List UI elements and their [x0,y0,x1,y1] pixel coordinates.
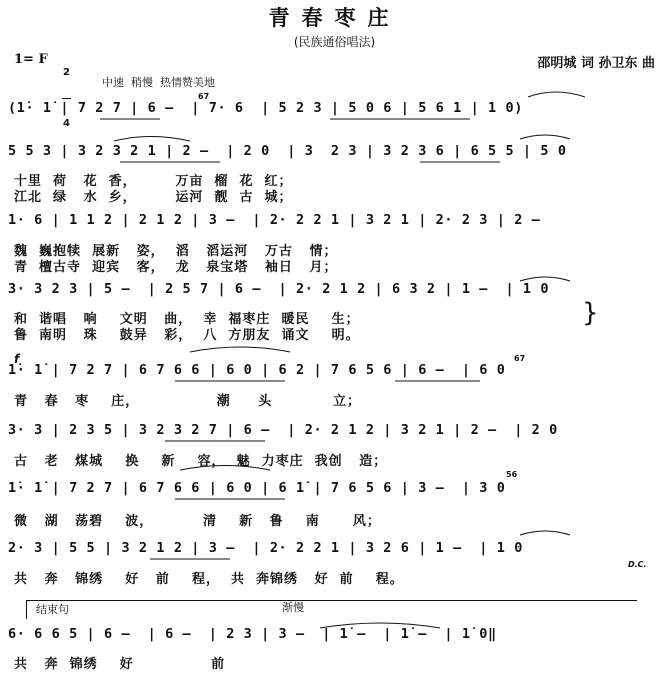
tempo-marking: 中速 稍慢 热情赞美地 [102,76,215,89]
slur-arc [320,623,440,628]
page-title: 青春枣庄 [268,6,401,30]
slur-arc [520,277,570,281]
notation-line-2: 5 5 3 | 3 2 3 2 1 | 2 — | 2 0 | 3 2 3 | 3 2 3 6 | 6 5 5 | 5 0 [8,143,567,159]
notation-line-6: 3· 3 | 2 3 5 | 3 2 3 2 7 | 6 — | 2· 2 1 2 | 3 2 1 | 2 — | 2 0 [8,422,558,438]
slur-arc [528,92,585,97]
notation-line-8: 2· 3 | 5 5 | 3 2 1 2 | 3 — | 2· 2 2 1 | 3 2 6 | 1 — | 1 0 [8,540,523,556]
dc-mark: D.C. [628,560,647,569]
lyric-line-5: 青 春 枣 庄， 潮 头 立； [14,394,362,409]
notation-line-1: (1̇· 1̇ | 7 2 7 | 6 — | 7· 6 | 5 2 3 | 5 0 6 | 5 6 1 | 1 0) [8,100,523,116]
notation-line-3: 1· 6 | 1 1 2 | 2 1 2 | 3 — | 2· 2 2 1 | 3 2 1 | 2· 2 3 | 2 — [8,212,541,228]
lyric-line-6: 古 老 煤城 换 新 容， 魅 力枣庄 我创 造； [14,454,388,469]
lyric-line-3b: 青 檀古寺 迎宾 客， 龙 泉宝塔 袖日 月； [14,260,338,275]
notation-line-4: 3· 3 2 3 | 5 — | 2 5 7 | 6 — | 2· 2 1 2 | 6 3 2 | 1 — | 1 0 [8,281,550,297]
lyric-line-2b: 江北 绿 水 乡， 运河 靓 古 城； [14,190,293,205]
slur-arc [520,135,570,139]
slur-arc [180,466,270,471]
slur-arc [520,531,570,535]
slur-arc [190,347,290,352]
lyric-line-3a: 魏 巍抱犊 展新 姿， 滔 滔运河 万古 情； [14,244,338,259]
lyric-line-4a: 和 谐唱 响 文明 曲， 幸 福枣庄 暖民 生； [14,312,360,327]
time-signature-bottom: 4 [63,118,70,129]
subtitle: (民族通俗唱法) [293,35,376,49]
grace-mark-2: 67 [514,354,526,363]
grace-mark-3: 56 [506,470,518,479]
slur-arc [114,137,190,142]
notation-line-5: 1̇· 1̇ | 7 2 7 | 6 7 6 6 | 6 0 | 6 2 | 7 6 5 6 | 6 — | 6 0 [8,362,506,378]
key-signature: 1= F [14,52,48,67]
notation-line-7: 1̇· 1̇ | 7 2 7 | 6 7 6 6 | 6 0 | 6 1̇ | 7 6 5 6 | 3 — | 3 0 [8,480,506,496]
closing-brace: } [582,298,599,328]
lyric-line-2a: 十里 荷 花 香， 万亩 榴 花 红； [14,174,293,189]
lyric-line-8: 共 奔 锦绣 好 前 程， 共 奔锦绣 好 前 程。 [14,572,404,587]
notation-line-9: 6· 6 6 5 | 6 — | 6 — | 2 3 | 3 — | 1̇ — | 1̇ — | 1̇ 0‖ [8,626,497,642]
lyric-line-7: 微 湖 荡碧 波， 清 新 鲁 南 风； [14,514,381,529]
forte-mark: f [14,352,20,366]
ending-label: 结束句 [36,603,69,616]
credits: 邵明城 词 孙卫东 曲 [537,56,655,71]
ritardando-mark: 渐慢 [282,601,304,614]
grace-mark-1: 67 [198,92,210,101]
lyric-line-4b: 鲁 南明 珠 鼓异 彩， 八 方朋友 诵文 明。 [14,328,360,343]
time-signature-top: 2 [63,67,70,78]
lyric-line-9: 共 奔 锦绣 好 前 [14,657,226,672]
